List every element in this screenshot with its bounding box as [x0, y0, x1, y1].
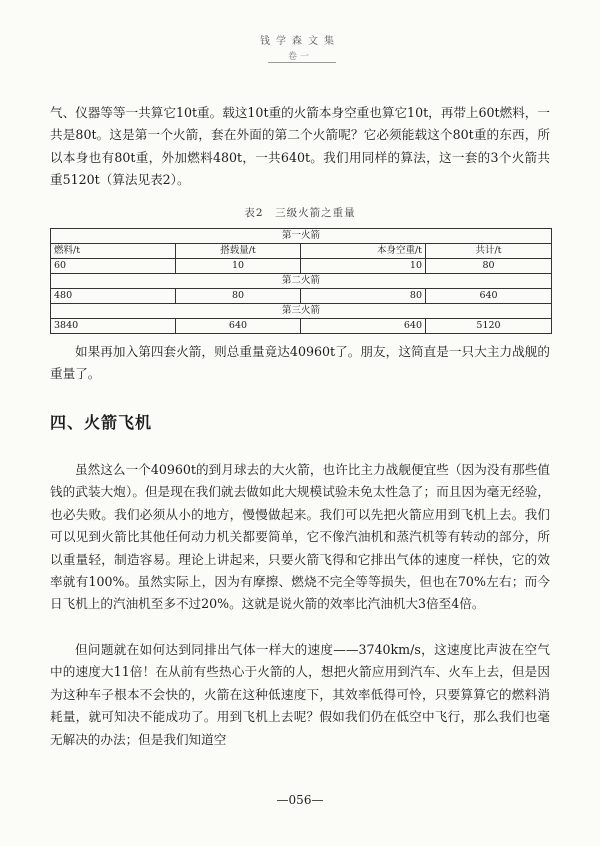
table-cell: 480 — [51, 289, 176, 304]
paragraph-rocket-aircraft: 虽然这么一个40960t的到月球去的大火箭，也许比主力战舰便宜些（因为没有那些值钱的武装大炮）。但是现在我们就去做如此大规模试验未免太性急了；而且因为毫无经验，也必失败。我们必须从小的地方，慢慢做起来。我们可以先把火箭应用到飞机上去。我们可以见到火箭比其他任何动力机关都要简单，它不像汽油机和蒸汽机等有转动的部分，所以重量轻，制造容易。理论上讲起来，只要火箭飞得和它排出气体的速度一样快，它的效率就有100%。虽然实际上，因为有摩擦、燃烧不完全等等损失，但也在70%左右；而今日飞机上的汽油机至多不过20%。这就是说火箭的效率比汽油机大3倍至4倍。 — [50, 462, 550, 612]
column-header-payload: 搭载量/t — [176, 244, 301, 259]
table-cell: 5120 — [426, 319, 552, 334]
running-head-volume: 卷一 — [287, 52, 312, 62]
stage-mass-table — [50, 228, 552, 334]
table-row — [51, 274, 552, 289]
table-cell: 80 — [301, 289, 426, 304]
table-cell: 60 — [51, 259, 176, 274]
table-cell: 640 — [301, 319, 426, 334]
paragraph-intro: 气、仪器等等一共算它10t重。载这10t重的火箭本身空重也算它10t，再带上60t燃料，一共是80t。这是第一个火箭，套在外面的第二个火箭呢？它必须能载这个80t重的东西，所以本身也有80t重，外加燃料480t，一共640t。我们用同样的算法，这一套的3个火箭共重5120t（算法见表2）。 — [50, 105, 550, 188]
table-cell: 80 — [426, 259, 552, 274]
paragraph-fourth-stage: 如果再加入第四套火箭，则总重量竟达40960t了。朋友，这简直是一只大主力战舰的重量了。 — [50, 344, 550, 382]
paragraph-speed-problem: 但问题就在如何达到同排出气体一样大的速度——3740km/s，这速度比声波在空气中的速度大11倍！在从前有些热心于火箭的人，想把火箭应用到汽车、火车上去，但是因为这种车子根本不会快的，火箭在这种低速度下，其效率低得可怜，只要算算它的燃料消耗量，就可知决不能成功了。用到飞机上去呢？假如我们仍在低空中飞行，那么我们也毫无解决的办法；但是我们知道空 — [50, 642, 550, 747]
table-cell: 10 — [176, 259, 301, 274]
table-cell: 10 — [301, 259, 426, 274]
section-heading: 四、火箭飞机 — [50, 413, 153, 432]
table-cell: 640 — [426, 289, 552, 304]
table-row — [51, 304, 552, 319]
table-caption: 表2 三级火箭之重量 — [244, 207, 356, 219]
stage-3-header: 第三火箭 — [51, 304, 552, 319]
table-cell: 640 — [176, 319, 301, 334]
table-row — [51, 319, 552, 334]
table-header-row — [51, 244, 552, 259]
stage-1-header: 第一火箭 — [51, 229, 552, 244]
table-row — [51, 259, 552, 274]
column-header-fuel: 燃料/t — [51, 244, 176, 259]
header-divider — [268, 62, 336, 63]
table-row — [51, 229, 552, 244]
column-header-total: 共计/t — [426, 244, 552, 259]
running-head-title: 钱学森文集 — [260, 36, 340, 47]
column-header-dry-mass: 本身空重/t — [301, 244, 426, 259]
table-row — [51, 289, 552, 304]
stage-2-header: 第二火箭 — [51, 274, 552, 289]
table-cell: 80 — [176, 289, 301, 304]
page-number: —056— — [276, 793, 324, 807]
table-cell: 3840 — [51, 319, 176, 334]
